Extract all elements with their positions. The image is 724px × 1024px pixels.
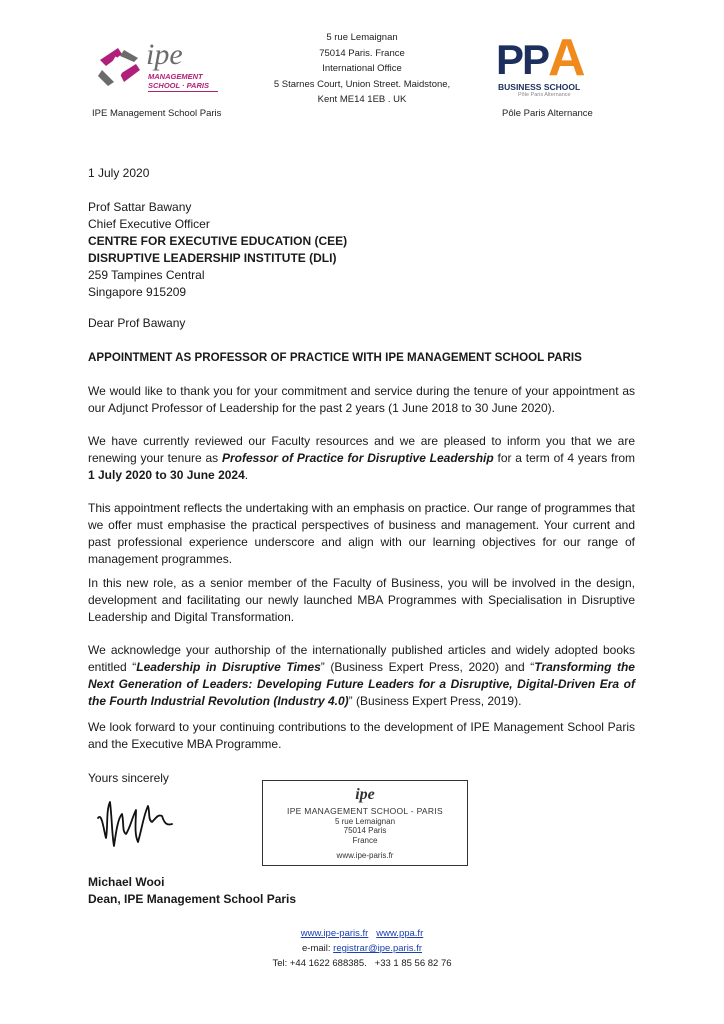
- paragraph-2-text: .: [244, 468, 249, 482]
- address-line: 5 Starnes Court, Union Street. Maidstone,: [273, 78, 451, 90]
- signer-title: Dean, IPE Management School Paris: [88, 892, 297, 906]
- address-line: International Office: [322, 63, 402, 74]
- ppa-logo-small: Pôle Paris Alternance: [518, 92, 571, 98]
- footer: [240, 926, 484, 971]
- paragraph-5: [88, 642, 635, 710]
- footer-link-ipe[interactable]: www.ipe-paris.fr: [300, 928, 369, 939]
- subject-line: APPOINTMENT AS PROFESSOR OF PRACTICE WITH IPE MANAGEMENT SCHOOL PARIS: [88, 351, 582, 364]
- book-title-1: Leadership in Disruptive Times: [136, 660, 321, 674]
- ppa-logo-pp: PP: [496, 36, 549, 83]
- left-logo-caption: IPE Management School Paris: [92, 108, 222, 119]
- signature-icon: [92, 788, 182, 858]
- closing: Yours sincerely: [88, 771, 169, 785]
- right-logo-caption: Pôle Paris Alternance: [502, 108, 593, 119]
- ipe-logo-sub2: SCHOOL · PARIS: [148, 81, 209, 90]
- recipient-address1: 259 Tampines Central: [88, 268, 205, 282]
- recipient-org1: CENTRE FOR EXECUTIVE EDUCATION (CEE): [88, 234, 348, 248]
- stamp-line: 75014 Paris: [343, 826, 387, 835]
- footer-tel: Tel: +44 1622 688385. +33 1 85 56 82 76: [272, 958, 452, 969]
- salutation: Dear Prof Bawany: [88, 316, 186, 330]
- recipient-block: [88, 199, 635, 301]
- stamp-line: www.ipe-paris.fr: [336, 851, 394, 860]
- paragraph-2-text: for a term of 4 years from: [493, 451, 636, 465]
- letter-date: 1 July 2020: [88, 166, 150, 180]
- paragraph-2-term: 1 July 2020 to 30 June 2024: [88, 468, 245, 482]
- ipe-logo-text: ipe: [146, 38, 183, 71]
- footer-links: [240, 926, 484, 941]
- ppa-logo-a: A: [548, 29, 586, 87]
- paragraph-1: We would like to thank you for your commitment and service during the tenure of your appointment as our Adjunct Professor of Leadership for the past 2 years (1 June 2018 to 30 June 2020).: [88, 384, 635, 415]
- paragraph-5-text: We acknowledge your authorship of the internationally published articles and widely adopted books entitled “: [88, 643, 635, 674]
- book-title-2: Transforming the Next Generation of Leaders: Developing Future Leaders for a Disruptive, Digital-Driven Era of the Fourth Industrial Revolution (Industry 4.0): [88, 660, 635, 708]
- paragraph-2-role: Professor of Practice for Disruptive Leadership: [221, 451, 494, 465]
- ipe-logo-mark-icon: [96, 44, 142, 88]
- stamp-line: IPE MANAGEMENT SCHOOL - PARIS: [287, 806, 443, 816]
- signer-name: Michael Wooi: [88, 875, 165, 889]
- header-address: [262, 30, 462, 108]
- footer-email-label: e-mail:: [302, 943, 334, 954]
- recipient-org2: DISRUPTIVE LEADERSHIP INSTITUTE (DLI): [88, 251, 337, 265]
- paragraph-2: [88, 433, 635, 484]
- paragraph-5-text: ” (Business Expert Press, 2019).: [348, 694, 522, 708]
- school-stamp: [262, 780, 468, 866]
- ipe-logo-rule: [148, 91, 218, 92]
- recipient-title: Chief Executive Officer: [88, 217, 210, 231]
- stamp-logo: ipe: [355, 786, 375, 803]
- stamp-line: 5 rue Lemaignan: [334, 816, 396, 826]
- paragraph-4: In this new role, as a senior member of the Faculty of Business, you will be involved in the design, development and facilitating our newly launched MBA Programmes with Specialisation in Disruptive Leadership and Digital Transformation.: [88, 576, 635, 624]
- address-line: 5 rue Lemaignan: [326, 32, 398, 43]
- paragraph-2-text: We have currently reviewed our Faculty resources and we are pleased to inform you that we are renewing your tenure as: [88, 434, 635, 465]
- signer-block: [88, 874, 635, 908]
- footer-email-link[interactable]: registrar@ipe.paris.fr: [333, 943, 422, 954]
- ppa-logo-sub: BUSINESS SCHOOL: [498, 82, 581, 92]
- stamp-line: France: [352, 835, 378, 845]
- footer-email-line: [240, 941, 484, 956]
- ppa-logo: [496, 29, 606, 104]
- ipe-logo-sub1: MANAGEMENT: [148, 72, 203, 81]
- paragraph-5-text: ” (Business Expert Press, 2020) and “: [320, 660, 535, 674]
- paragraph-6: We look forward to your continuing contributions to the development of IPE Management School Paris and the Executive MBA Programme.: [88, 720, 635, 751]
- recipient-name: Prof Sattar Bawany: [88, 200, 192, 214]
- address-line: 75014 Paris. France: [319, 47, 405, 59]
- recipient-address2: Singapore 915209: [88, 285, 187, 299]
- address-line: Kent ME14 1EB . UK: [317, 94, 407, 105]
- footer-link-ppa[interactable]: www.ppa.fr: [376, 928, 424, 939]
- ipe-logo: [96, 40, 226, 96]
- paragraph-3: This appointment reflects the undertaking with an emphasis on practice. Our range of programmes that we offer must emphasise the practical perspectives of business and management. Your current and past professional experience underscore and align with our learning objectives for our range of management programmes.: [88, 501, 635, 566]
